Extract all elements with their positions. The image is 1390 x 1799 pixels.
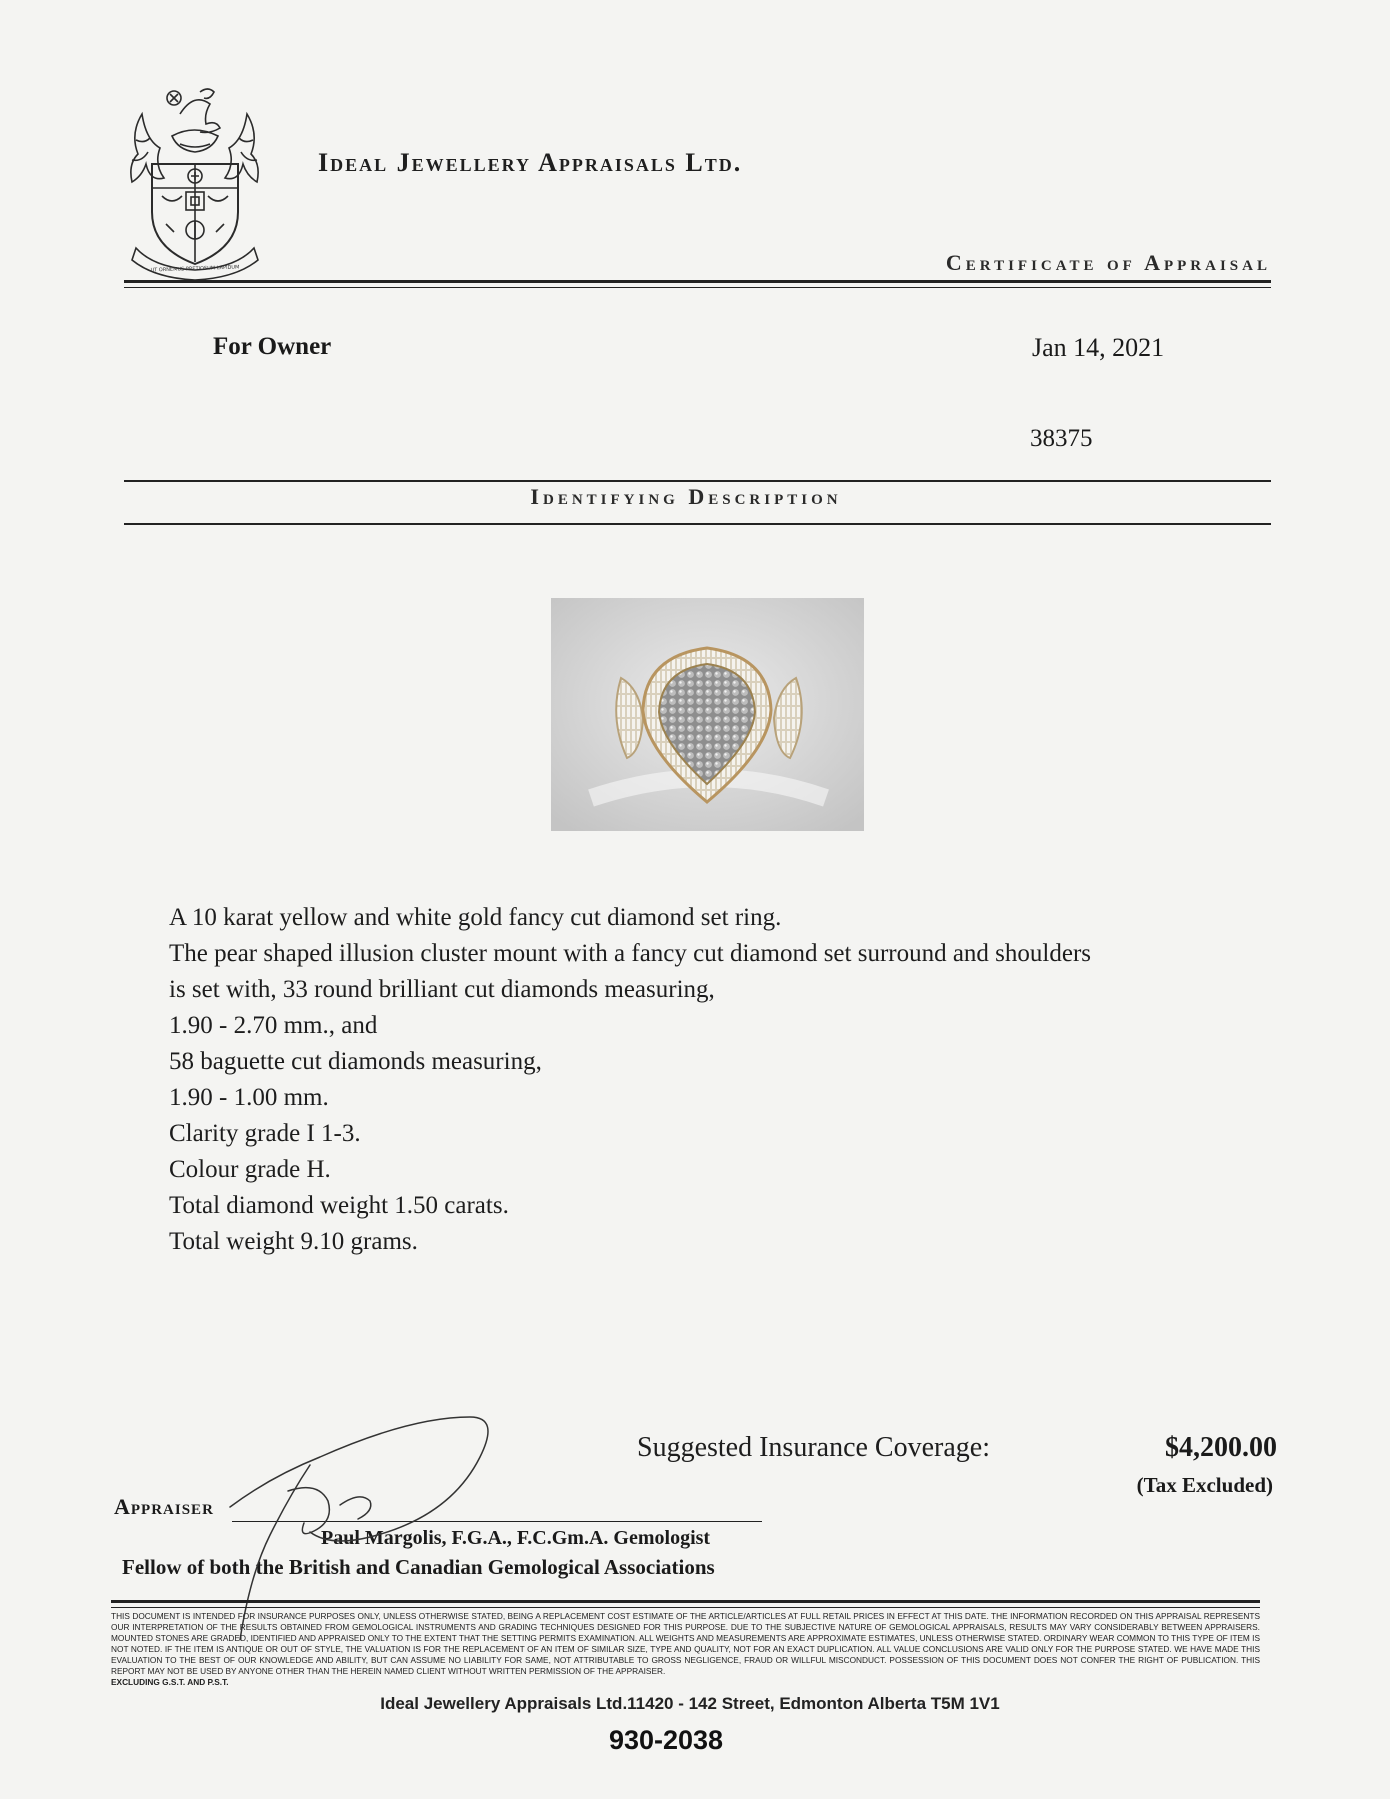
description-line: The pear shaped illusion cluster mount with a fancy cut diamond set surround and shoulders: [169, 940, 1092, 967]
section-title: [0, 484, 1390, 510]
description-line: Total diamond weight 1.50 carats.: [169, 1192, 509, 1219]
company-name: Ideal Jewellery Appraisals Ltd.: [318, 148, 743, 177]
reference-number: 38375: [1030, 425, 1093, 452]
appraiser-label: Appraiser: [114, 1494, 214, 1519]
owner-label: For Owner: [213, 333, 332, 360]
footer-phone: [0, 1725, 1390, 1756]
description-line: Total weight 9.10 grams.: [169, 1228, 418, 1255]
coverage-amount: $4,200.00: [1165, 1432, 1277, 1463]
disclaimer-divider: [111, 1600, 1260, 1603]
disclaimer-divider-thin: [111, 1607, 1260, 1608]
description-line: Colour grade H.: [169, 1156, 331, 1183]
section-divider-top: [124, 480, 1271, 482]
document-title: Certificate of Appraisal: [945, 250, 1271, 275]
tax-exclusion-note: EXCLUDING G.S.T. AND P.S.T.: [111, 1677, 229, 1687]
footer-phone-text: 930-2038: [608, 1725, 724, 1755]
item-description: [169, 900, 1189, 1260]
coverage-label: Suggested Insurance Coverage:: [637, 1432, 990, 1463]
description-line: A 10 karat yellow and white gold fancy cut diamond set ring.: [169, 904, 782, 931]
description-line: Clarity grade I 1-3.: [169, 1120, 361, 1147]
svg-text:UT ORNEMUS PRETIOSUM LAPIDUM: UT ORNEMUS PRETIOSUM LAPIDUM: [150, 264, 240, 274]
handwritten-signature-icon: [210, 1405, 500, 1640]
section-title-text: Identifying Description: [530, 484, 842, 509]
coverage-tax-note: (Tax Excluded): [1136, 1473, 1273, 1497]
coat-of-arms-crest-icon: [122, 84, 267, 280]
header-divider-thin: [124, 287, 1271, 288]
disclaimer-text: THIS DOCUMENT IS INTENDED FOR INSURANCE PURPOSES ONLY, UNLESS OTHERWISE STATED, BEING A REPLACEMENT COST ESTIMATE OF THE ARTICLE/ARTICLES AT FULL RETAIL PRICES IN EFFECT AT THIS DATE. THE INFORMATION RECORDED ON THIS APPRAISAL REPRESENTS OUR INTERPRETATION OF THE RESULTS OBTAINED FROM GEMOLOGICAL INSTRUMENTS AND GRADING TECHNIQUES DESIGNED FOR THIS PURPOSE. DUE TO THE SUBJECTIVE NATURE OF GEMOLOGICAL APPRAISALS, RESULTS MAY VARY CONSIDERABLY BETWEEN APPRAISERS. MOUNTED STONES ARE GRADED, IDENTIFIED AND APPRAISED ONLY TO THE EXTENT THAT THE SETTING PERMITS EXAMINATION. ALL WEIGHTS AND MEASUREMENTS ARE APPROXIMATE ESTIMATES, UNLESS OTHERWISE STATED. ORDINARY WEAR COMMON TO THIS TYPE OF ITEM IS NOT NOTED. IF THE ITEM IS ANTIQUE OR OUT OF STYLE, THE VALUATION IS FOR THE REPLACEMENT OF AN ITEM OF SIMILAR SIZE, TYPE AND QUALITY, NOT FOR AN EXACT DUPLICATION. ALL VALUE CONCLUSIONS ARE VALID ONLY FOR THE PURPOSE STATED. WE HAVE MADE THIS EVALUATION TO THE BEST OF OUR KNOWLEDGE AND ABILITY, BUT CAN ASSUME NO LIABILITY FOR SAME, NOT ATTRIBUTABLE TO GROSS NEGLIGENCE, FRAUD OR WILLFUL MISCONDUCT. POSSESSION OF THIS DOCUMENT DOES NOT CONFER THE RIGHT OF PUBLICATION. THIS REPORT MAY NOT BE USED BY ANYONE OTHER THAN THE HEREIN NAMED CLIENT WITHOUT WRITTEN PERMISSION OF THE APPRAISER.: [111, 1611, 1260, 1676]
item-photo: [551, 598, 864, 831]
footer-address: [0, 1694, 1390, 1714]
description-line: 1.90 - 1.00 mm.: [169, 1084, 329, 1111]
section-divider-bottom: [124, 523, 1271, 525]
disclaimer: [111, 1611, 1260, 1688]
appraiser-fellowship: Fellow of both the British and Canadian Gemological Associations: [122, 1555, 715, 1579]
description-line: 58 baguette cut diamonds measuring,: [169, 1048, 542, 1075]
ring-photo-icon: [551, 598, 864, 831]
description-line: 1.90 - 2.70 mm., and: [169, 1012, 378, 1039]
description-line: is set with, 33 round brilliant cut diamonds measuring,: [169, 976, 715, 1003]
appraiser-name: Paul Margolis, F.G.A., F.C.Gm.A. Gemologist: [321, 1527, 711, 1549]
footer-address-text: Ideal Jewellery Appraisals Ltd.11420 - 142 Street, Edmonton Alberta T5M 1V1: [380, 1694, 1000, 1713]
appraisal-date: Jan 14, 2021: [1032, 333, 1165, 362]
header-divider: [124, 280, 1271, 283]
